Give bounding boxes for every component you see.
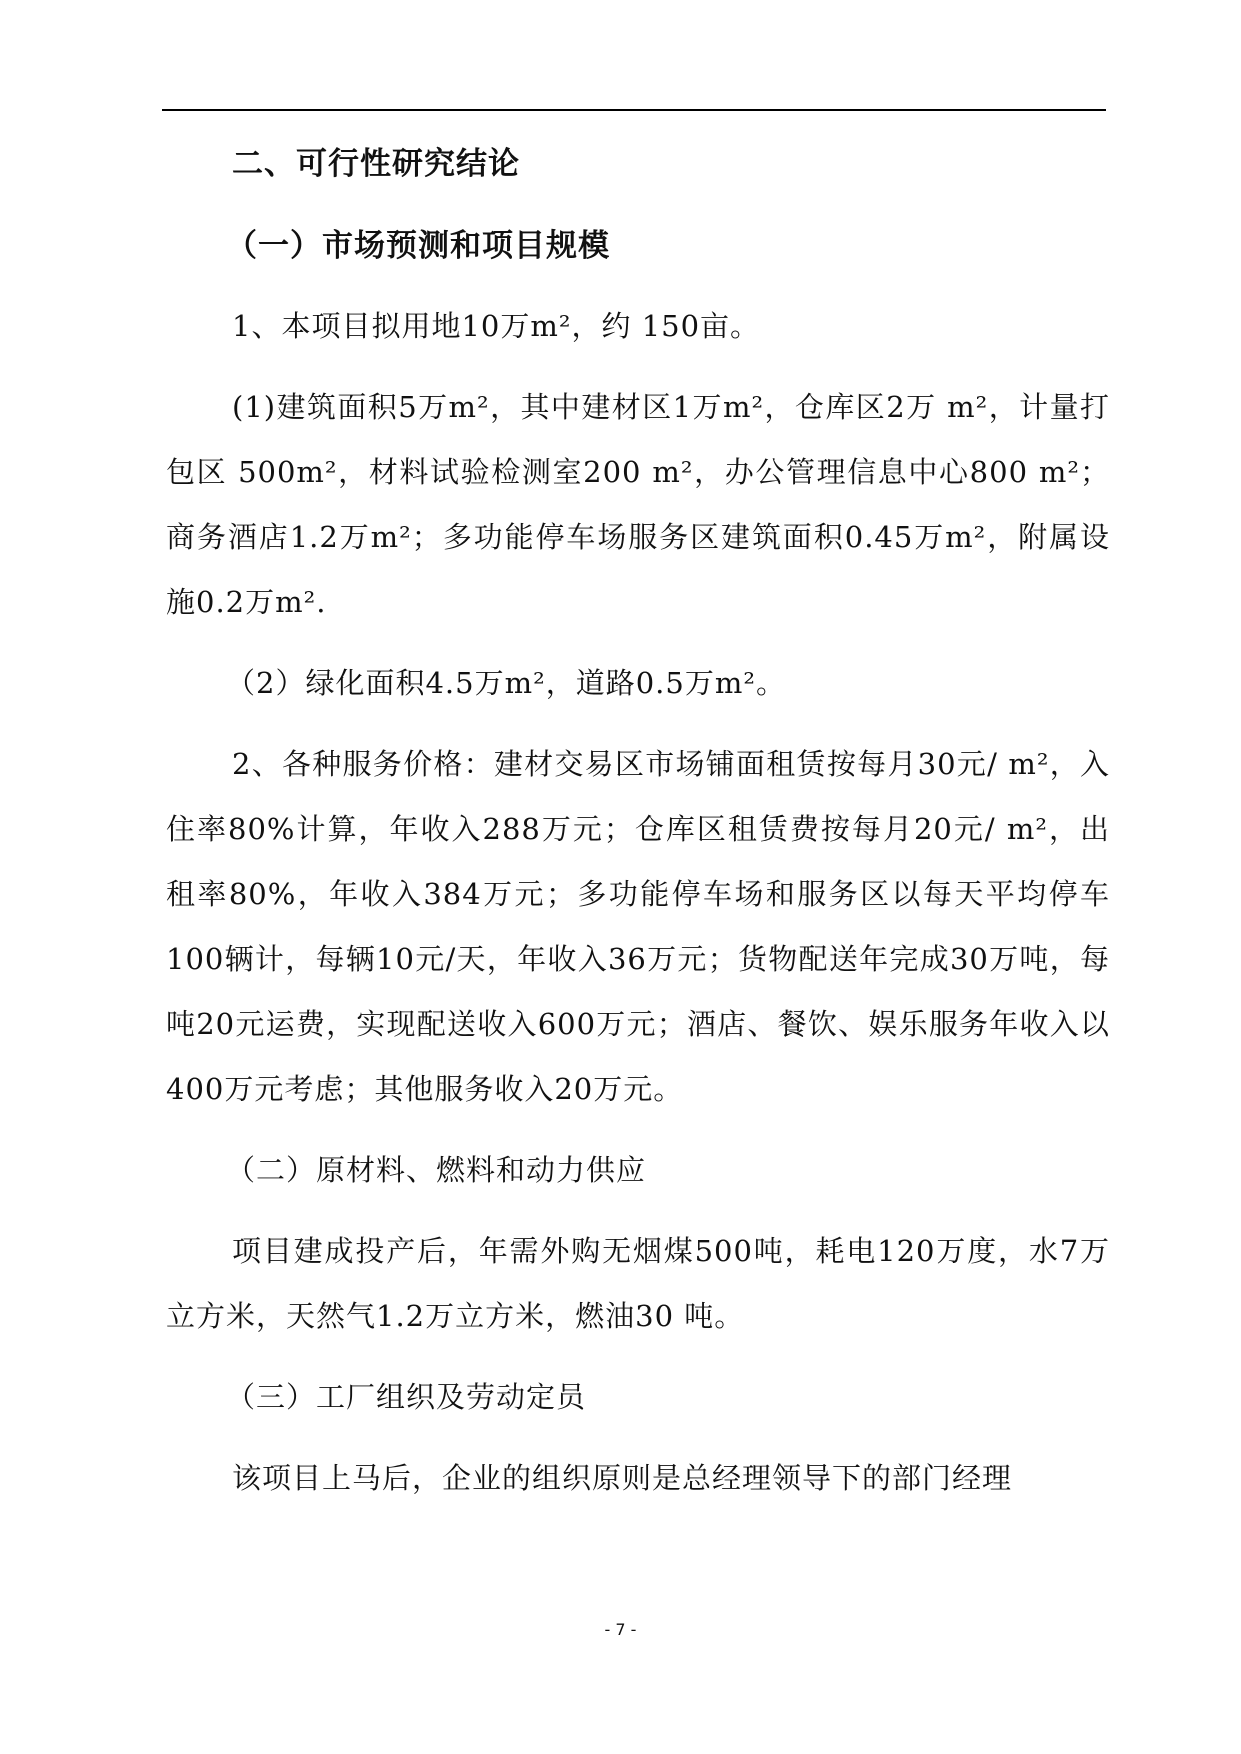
page-number: - 7 - bbox=[604, 1620, 637, 1639]
paragraph-materials: 项目建成投产后，年需外购无烟煤500吨，耗电120万度，水7万立方米，天然气1.2万立方米，燃油30 吨。 bbox=[166, 1234, 1110, 1333]
subsection-organization: （三）工厂组织及劳动定员 bbox=[226, 1380, 587, 1414]
paragraph-building-area: (1)建筑面积5万m²，其中建材区1万m²，仓库区2万 m²，计量打包区 500m²，材料试验检测室200 m²，办公管理信息中心800 m²；商务酒店1.2万m²；多功能停车场服务区建筑面积0.45万m²，附属设施0.2万m². bbox=[166, 390, 1110, 619]
subsection-heading: （一）市场预测和项目规模 bbox=[226, 228, 610, 264]
subsection-materials: （二）原材料、燃料和动力供应 bbox=[226, 1153, 647, 1187]
header-rule bbox=[162, 109, 1106, 111]
paragraph-organization: 该项目上马后，企业的组织原则是总经理领导下的部门经理 bbox=[232, 1461, 1013, 1495]
paragraph-land-use: 1、本项目拟用地10万m²，约 150亩。 bbox=[232, 309, 761, 343]
paragraph-service-prices: 2、各种服务价格：建材交易区市场铺面租赁按每月30元/ m²，入住率80%计算，年收入288万元；仓库区租赁费按每月20元/ m²，出租率80%，年收入384万元；多功能停车场和服务区以每天平均停车100辆计，每辆10元/天，年收入36万元；货物配送年完成30万吨，每吨20元运费，实现配送收入600万元；酒店、餐饮、娱乐服务年收入以400万元考虑；其他服务收入20万元。 bbox=[166, 747, 1110, 1106]
paragraph-green-area: （2）绿化面积4.5万m²，道路0.5万m²。 bbox=[226, 666, 786, 700]
document-body bbox=[166, 132, 1110, 1527]
section-heading: 二、可行性研究结论 bbox=[232, 146, 520, 182]
